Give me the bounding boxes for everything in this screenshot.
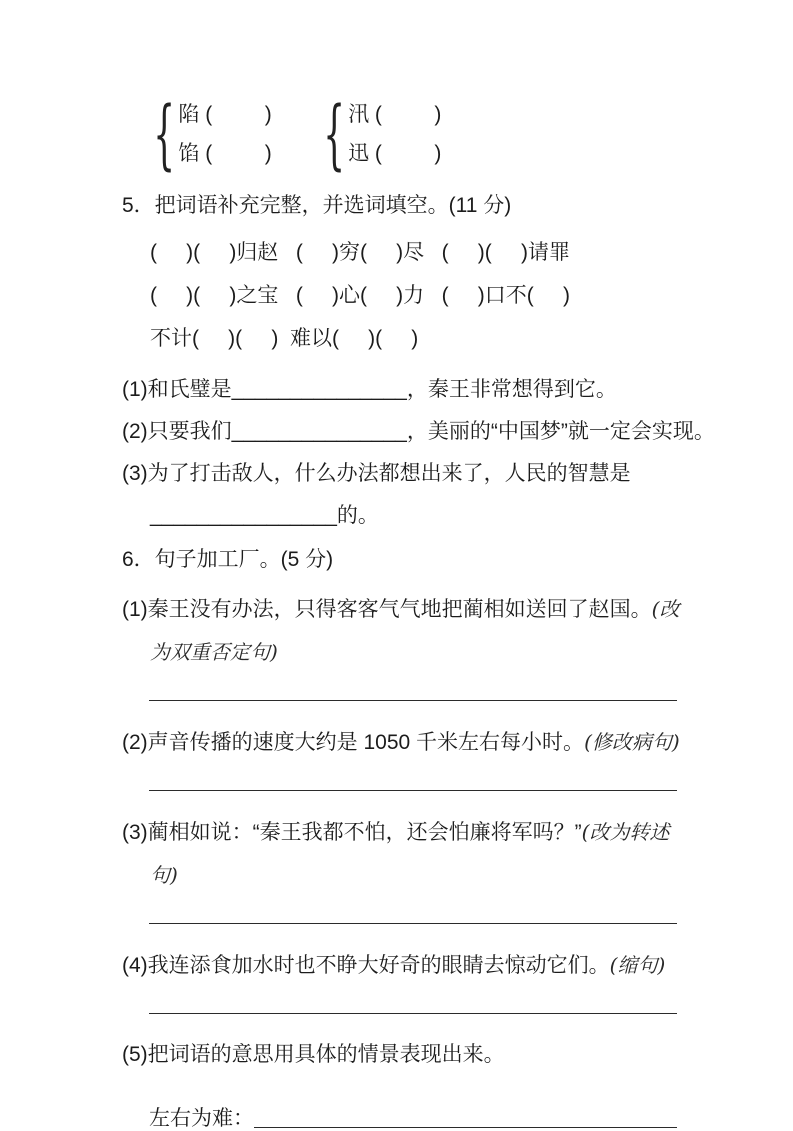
answer-line[interactable] [254,1127,677,1128]
pair-rows [178,102,271,166]
rewrite-item-4 [122,944,694,987]
question6-header: 6．句子加工厂。(5 分) [122,548,334,571]
rewrite-item-1 [122,588,694,674]
left-brace-glyph: { [153,89,176,178]
char-pair-section [153,89,694,178]
char-pair-group-xian [153,89,272,178]
rewrite-sentence: (1)秦王没有办法，只得客客气气地把蔺相如送回了赵国。 [122,598,652,621]
pair-row-xun1: 汛 ( ) [348,103,442,126]
fill-item-2: (2)只要我们_______________，美丽的“中国梦”就一定会实现。 [122,420,715,443]
word-completion-row: ( )( )归赵 ( )穷( )尽 ( )( )请罪 [150,241,570,264]
rewrite-instruction-note: (修改病句) [584,730,680,754]
rewrite-sentence: (4)我连添食加水时也不睁大好奇的眼睛去惊动它们。 [122,954,610,977]
answer-line[interactable] [149,700,677,701]
left-brace-glyph: { [323,89,345,178]
rewrite-sentence: (2)声音传播的速度大约是 1050 千米左右每小时。 [122,731,585,754]
pair-row-xun2: 迅 ( ) [348,142,442,165]
question5-word-completion [150,240,694,351]
question5-fill-items [122,369,715,537]
rewrite-item-2 [122,721,694,764]
phrase-answer-row [149,1106,677,1131]
pair-row-xian2: 馅 ( ) [178,142,272,165]
pair-row-xian1: 陷 ( ) [178,103,272,126]
pair-rows [348,102,441,166]
char-pair-group-xun [323,89,442,178]
rewrite-instruction-note: (改为转述句) [150,820,670,887]
fill-item-3-continuation: ________________的。 [150,504,379,527]
word-completion-row: ( )( )之宝 ( )心( )力 ( )口不( ) [150,284,570,307]
rewrite-sentence: (5)把词语的意思用具体的情景表现出来。 [122,1043,505,1066]
answer-line[interactable] [149,923,677,924]
phrase-label: 左右为难： [149,1107,254,1130]
answer-line[interactable] [149,790,677,791]
rewrite-instruction-note: (改为双重否定句) [150,597,680,664]
fill-item-3: (3)为了打击敌人，什么办法都想出来了，人民的智慧是 [122,462,631,485]
rewrite-item-3 [122,811,694,897]
rewrite-sentence: (3)蔺相如说：“秦王我都不怕，还会怕廉将军吗？” [122,821,582,844]
rewrite-instruction-note: (缩句) [609,953,666,977]
answer-line[interactable] [149,1013,677,1014]
question5-header: 5．把词语补充完整，并选词填空。(11 分) [122,194,512,217]
rewrite-item-5 [122,1034,694,1076]
fill-item-1: (1)和氏璧是_______________，秦王非常想得到它。 [122,378,617,401]
word-completion-row: 不计( )( ) 难以( )( ) [150,327,419,350]
